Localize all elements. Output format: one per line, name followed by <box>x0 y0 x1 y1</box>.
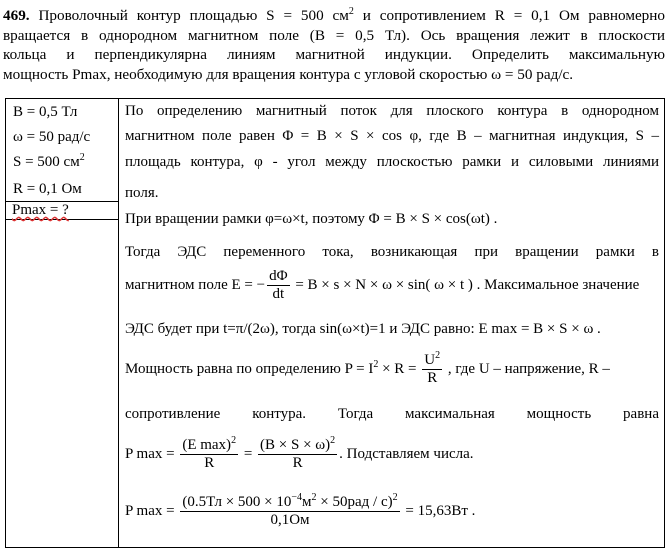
given-omega: ω = 50 рад/с <box>13 129 91 145</box>
problem-number: 469. <box>3 7 30 24</box>
given-s: S = 500 $см^2$ <box>13 152 85 170</box>
sol-p5: Мощность равна по определению $P = I^2 \times R$ = $\frac{U^2}{R}$ , где U – напряжение, R – <box>125 350 610 386</box>
sol-p1a: По определению магнитный поток для плоского контура в однородном <box>125 103 659 119</box>
sol-p1c: площадь контура, φ - угол между плоскостью рамки и силовыми линиями <box>125 154 659 170</box>
given-b: B = 0,5 Тл <box>13 104 78 120</box>
sol-p1d: поля. <box>125 185 159 201</box>
find-value: Pmax = ? <box>12 202 69 218</box>
problem-line-1: Проволочный контур площадью S = 500 см <box>38 7 349 24</box>
sol-p3a: Тогда ЭДС переменного тока, возникающая при вращении рамки в <box>125 244 659 260</box>
sol-p6: сопротивление контура. Тогда максимальная мощность равна <box>125 406 659 422</box>
sol-p4: ЭДС будет при t=π/(2ω), тогда sin(ω×t)=1 и ЭДС равно: E max = B × S × ω . <box>125 321 601 337</box>
sol-formula-2: P max = $\frac{(0.5Тл \times 500 \times 10^{-4}м^2 \times 50рад / с)^2}{0,1Ом}$ = 15,63Вт . <box>125 492 476 528</box>
sol-p1b: магнитном поле равен Φ = B × S × cos φ, где B – магнитная индукция, S – <box>125 128 659 144</box>
problem-statement: 469. Проволочный контур площадью S = 500 $см^2$ и сопротивлением R = 0,1 Ом равномерно вращается в однородном магнитном поле (B = 0,5 Тл). Ось вращения лежит в плоскости кольца и перпендикулярна линиям магнитной индукции. Определить максимальную мощность Pmax, необходимую для вращения контура с угловой скоростью ω = 50 рад/с. <box>3 5 666 83</box>
sol-p2: При вращении рамки φ=ω×t, поэтому Φ = B × S × cos(ωt) . <box>125 211 498 227</box>
problem-line-4: мощность Pmax, необходимую для вращения контура с угловой скоростью ω = 50 рад/с. <box>3 65 574 83</box>
problem-line-2: вращается в однородном магнитном поле (B = 0,5 Тл). Ось вращения лежит в плоскости <box>3 26 665 44</box>
problem-line-3: кольца и перпендикулярна линиям магнитной индукции. Определить максимальную <box>3 46 665 63</box>
given-r: R = 0,1 Ом <box>13 181 82 197</box>
sol-formula-1: P max = $\frac{(E \max)^2}{R}$ = $\frac{(B \times S \times \omega)^2}{R}$ . Подставляем числа. <box>125 435 474 471</box>
sol-p3b: магнитном поле E = − $\frac{d\Phi}{dt}$ = B × s × N × ω × sin( ω × t ) . Максимальное значение <box>125 268 640 302</box>
